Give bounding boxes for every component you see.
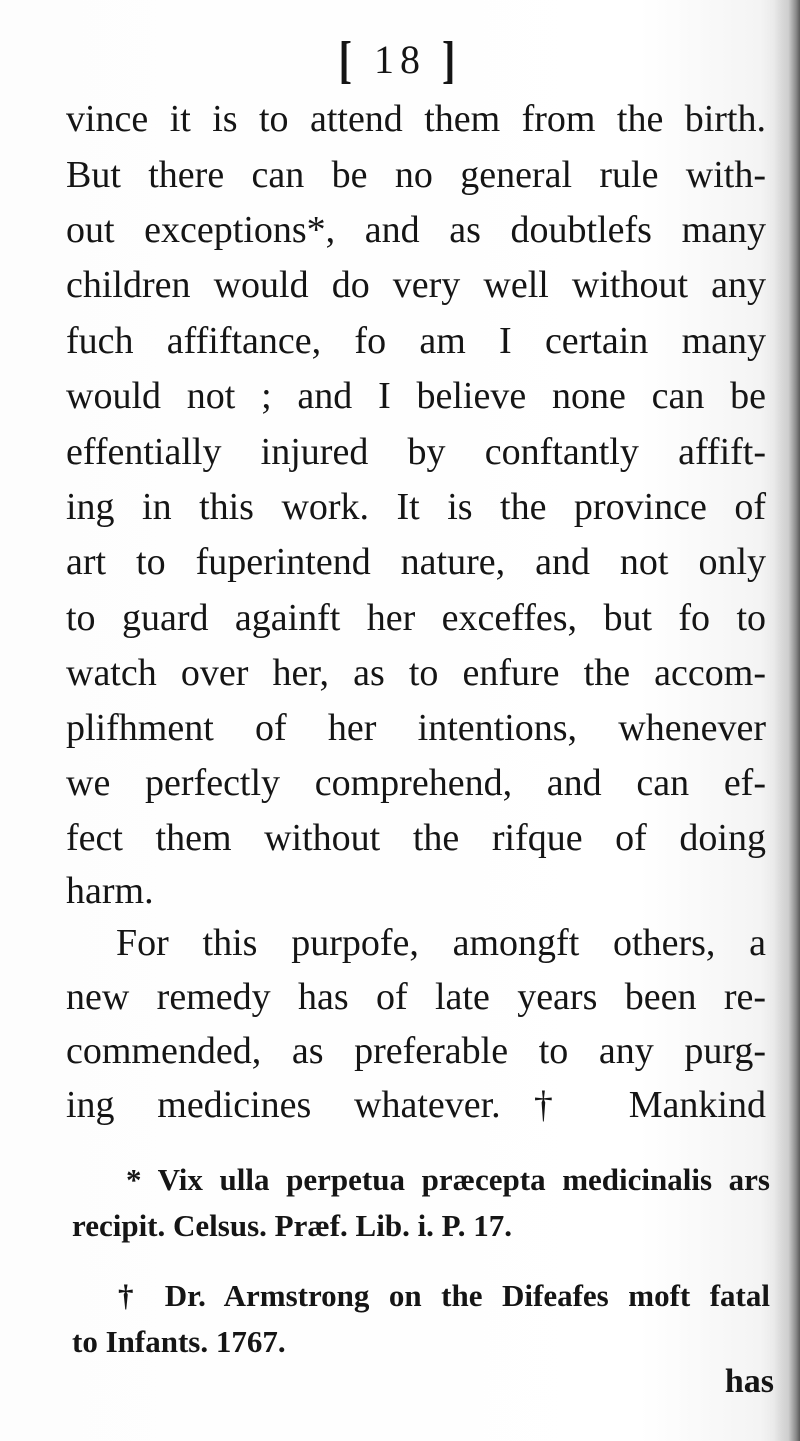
text-line: For this purpofe, amongft others, a xyxy=(116,922,766,964)
left-bracket: [ xyxy=(338,30,358,89)
text-line: vince it is to attend them from the birth. xyxy=(66,98,766,140)
text-line: children would do very well without any xyxy=(66,264,766,306)
text-line: commended, as preferable to any purg- xyxy=(66,1030,766,1072)
text-line: But there can be no general rule with- xyxy=(66,154,766,196)
text-line: we perfectly comprehend, and can ef- xyxy=(66,762,766,804)
text-line: out exceptions*, and as doubtlefs many xyxy=(66,209,766,251)
page-number-value: 18 xyxy=(374,37,426,82)
text-line: watch over her, as to enfure the accom- xyxy=(66,652,766,694)
footnote-line: * Vix ulla perpetua præcepta medicinalis ars xyxy=(126,1162,770,1197)
page-edge-shadow xyxy=(774,0,800,1441)
catchword: has xyxy=(724,1363,774,1400)
footnote-line: to Infants. 1767. xyxy=(72,1324,286,1359)
right-bracket: ] xyxy=(442,30,462,89)
text-line: ing in this work. It is the province of xyxy=(66,486,766,528)
text-line: would not ; and I believe none can be xyxy=(66,375,766,417)
text-line: art to fuperintend nature, and not only xyxy=(66,541,766,583)
footnote-line: † Dr. Armstrong on the Difeafes moft fatal xyxy=(118,1278,770,1313)
text-line: fuch affiftance, fo am I certain many xyxy=(66,320,766,362)
text-line: effentially injured by conftantly affift- xyxy=(66,431,766,473)
text-line: fect them without the rifque of doing xyxy=(66,817,766,859)
text-line: plifhment of her intentions, whenever xyxy=(66,707,766,749)
page-number xyxy=(0,30,800,89)
text-line: ing medicines whatever.† Mankind xyxy=(66,1084,766,1126)
text-line: to guard againft her exceffes, but fo to xyxy=(66,597,766,639)
text-line: harm. xyxy=(66,870,154,912)
footnote-line: recipit. Celsus. Præf. Lib. i. P. 17. xyxy=(72,1208,513,1243)
text-line: new remedy has of late years been re- xyxy=(66,976,766,1018)
